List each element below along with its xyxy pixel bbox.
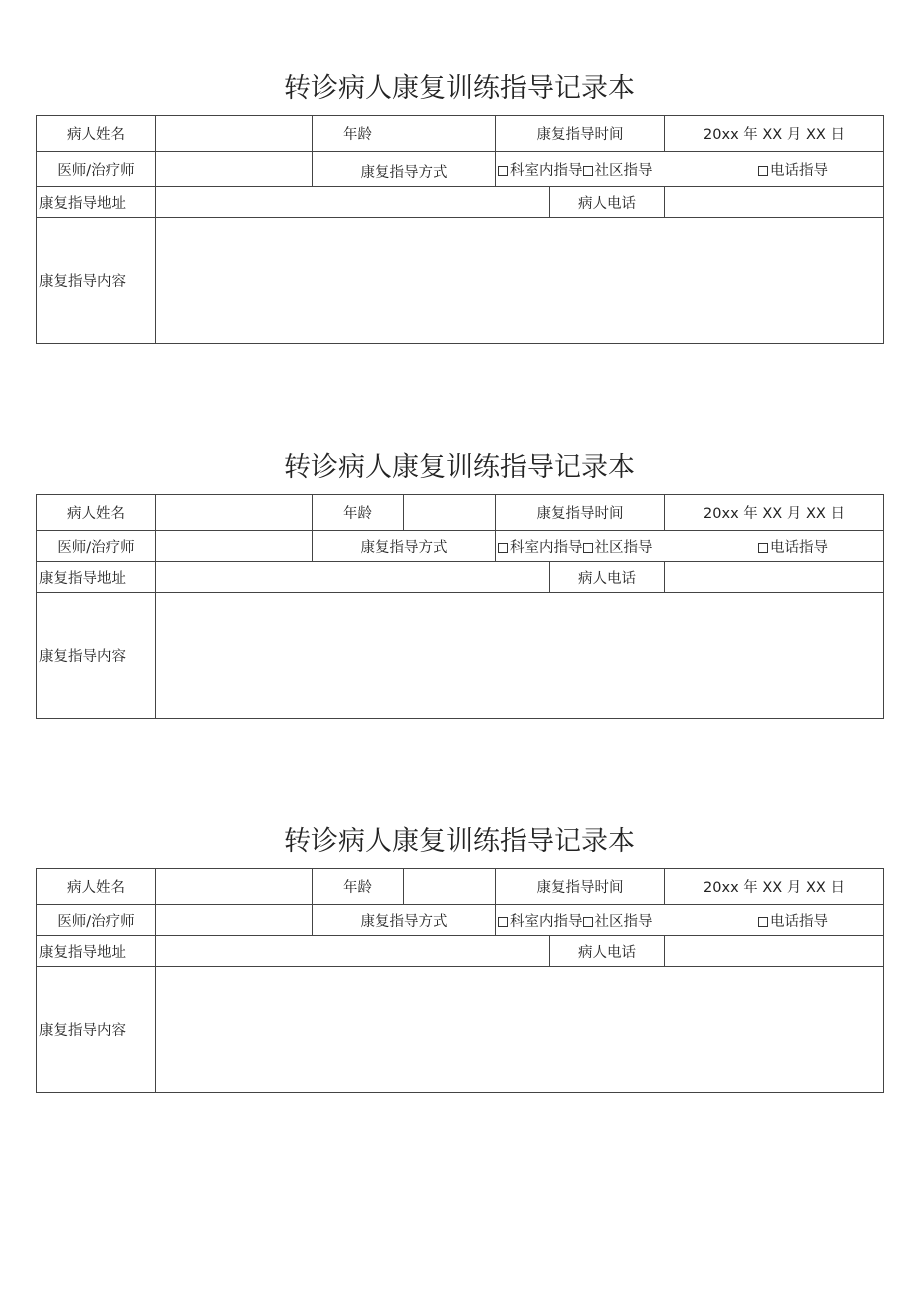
- guidance-date-value[interactable]: 20xx 年 XX 月 XX 日: [665, 116, 884, 152]
- phone-checkbox[interactable]: [758, 166, 768, 176]
- patient-phone-field[interactable]: [665, 936, 884, 967]
- community-checkbox[interactable]: [583, 543, 593, 553]
- record-table: [36, 868, 884, 1093]
- patient-name-field[interactable]: [156, 116, 313, 152]
- community-option-label: 社区指导: [594, 539, 653, 556]
- community-checkbox[interactable]: [583, 166, 593, 176]
- dept-option-label: 科室内指导: [510, 539, 583, 556]
- guidance-address-field[interactable]: [156, 187, 550, 218]
- patient-phone-field[interactable]: [665, 562, 884, 593]
- doctor-label: 医师/治疗师: [37, 152, 156, 187]
- phone-checkbox[interactable]: [758, 917, 768, 927]
- patient-phone-label: 病人电话: [550, 187, 665, 218]
- form-title: 转诊病人康复训练指导记录本: [284, 73, 635, 104]
- doctor-field[interactable]: [156, 152, 313, 187]
- guidance-method-options: [496, 905, 884, 936]
- guidance-time-label: 康复指导时间: [496, 495, 665, 531]
- phone-checkbox[interactable]: [758, 543, 768, 553]
- age-field[interactable]: [404, 495, 496, 531]
- guidance-content-label: 康复指导内容: [37, 967, 156, 1093]
- guidance-content-label: 康复指导内容: [37, 593, 156, 719]
- guidance-method-label: 康复指导方式: [313, 152, 496, 187]
- guidance-address-label: 康复指导地址: [37, 936, 156, 967]
- patient-phone-label: 病人电话: [550, 562, 665, 593]
- age-label: 年龄: [313, 495, 404, 531]
- dept-option-label: 科室内指导: [510, 162, 583, 179]
- dept-checkbox[interactable]: [498, 543, 508, 553]
- guidance-content-field[interactable]: [156, 218, 884, 344]
- guidance-address-field[interactable]: [156, 562, 550, 593]
- doctor-field[interactable]: [156, 531, 313, 562]
- phone-option-label: 电话指导: [770, 162, 828, 179]
- patient-phone-label: 病人电话: [550, 936, 665, 967]
- doctor-label: 医师/治疗师: [37, 531, 156, 562]
- age-label: 年龄: [313, 116, 496, 152]
- guidance-address-label: 康复指导地址: [37, 562, 156, 593]
- phone-option-label: 电话指导: [770, 539, 828, 556]
- patient-name-label: 病人姓名: [37, 495, 156, 531]
- patient-name-label: 病人姓名: [37, 869, 156, 905]
- guidance-address-field[interactable]: [156, 936, 550, 967]
- form-title: 转诊病人康复训练指导记录本: [284, 826, 635, 857]
- guidance-content-field[interactable]: [156, 967, 884, 1093]
- community-option-label: 社区指导: [594, 913, 653, 930]
- doctor-label: 医师/治疗师: [37, 905, 156, 936]
- dept-checkbox[interactable]: [498, 166, 508, 176]
- guidance-time-label: 康复指导时间: [496, 869, 665, 905]
- record-table: [36, 494, 884, 719]
- guidance-content-field[interactable]: [156, 593, 884, 719]
- community-option-label: 社区指导: [594, 162, 653, 179]
- age-field[interactable]: [404, 869, 496, 905]
- guidance-date-value[interactable]: 20xx 年 XX 月 XX 日: [665, 869, 884, 905]
- guidance-content-label: 康复指导内容: [37, 218, 156, 344]
- guidance-time-label: 康复指导时间: [496, 116, 665, 152]
- guidance-method-label: 康复指导方式: [313, 905, 496, 936]
- community-checkbox[interactable]: [583, 917, 593, 927]
- patient-phone-field[interactable]: [665, 187, 884, 218]
- age-label: 年龄: [313, 869, 404, 905]
- guidance-method-options: [496, 531, 884, 562]
- patient-name-label: 病人姓名: [37, 116, 156, 152]
- guidance-address-label: 康复指导地址: [37, 187, 156, 218]
- doctor-field[interactable]: [156, 905, 313, 936]
- guidance-date-value[interactable]: 20xx 年 XX 月 XX 日: [665, 495, 884, 531]
- dept-checkbox[interactable]: [498, 917, 508, 927]
- dept-option-label: 科室内指导: [510, 913, 583, 930]
- record-table: [36, 115, 884, 344]
- patient-name-field[interactable]: [156, 869, 313, 905]
- guidance-method-options: [496, 152, 884, 187]
- guidance-method-label: 康复指导方式: [313, 531, 496, 562]
- phone-option-label: 电话指导: [770, 913, 828, 930]
- patient-name-field[interactable]: [156, 495, 313, 531]
- form-title: 转诊病人康复训练指导记录本: [284, 452, 635, 483]
